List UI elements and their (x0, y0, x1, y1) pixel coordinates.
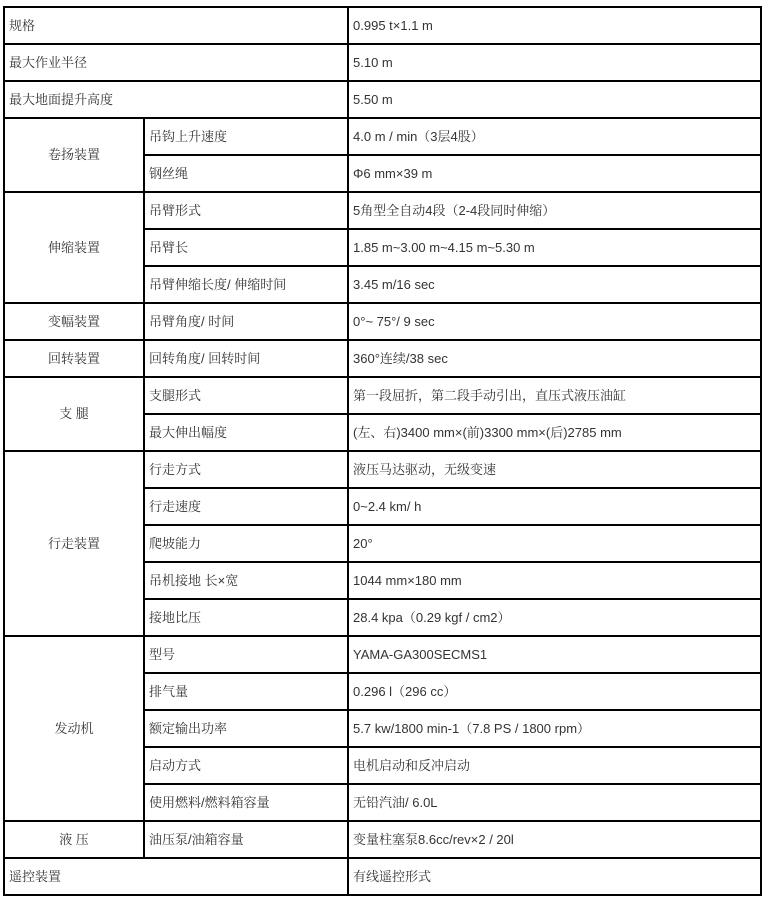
spec-value-cell: 28.4 kpa（0.29 kgf / cm2） (348, 599, 761, 636)
spec-table-body (4, 7, 761, 895)
spec-label-cell: 吊机接地 长×宽 (144, 562, 348, 599)
table-row (4, 303, 761, 340)
spec-value-cell: 3.45 m/16 sec (348, 266, 761, 303)
section-cell: 变幅装置 (4, 303, 144, 340)
spec-label-cell: 支腿形式 (144, 377, 348, 414)
spec-label-cell: 启动方式 (144, 747, 348, 784)
table-row (4, 118, 761, 155)
spec-value-cell: 无铅汽油/ 6.0L (348, 784, 761, 821)
section-cell: 行走装置 (4, 451, 144, 636)
spec-label-cell: 最大地面提升高度 (4, 81, 348, 118)
spec-label-cell: 接地比压 (144, 599, 348, 636)
table-row (4, 377, 761, 414)
spec-label-cell: 油压泵/油箱容量 (144, 821, 348, 858)
section-cell: 回转装置 (4, 340, 144, 377)
table-row (4, 192, 761, 229)
spec-label-cell: 钢丝绳 (144, 155, 348, 192)
section-cell: 伸缩装置 (4, 192, 144, 303)
spec-value-cell: 5角型全自动4段（2-4段同时伸缩） (348, 192, 761, 229)
spec-label-cell: 最大作业半径 (4, 44, 348, 81)
spec-value-cell: 5.10 m (348, 44, 761, 81)
spec-label-cell: 型号 (144, 636, 348, 673)
spec-table (3, 6, 762, 896)
table-row (4, 7, 761, 44)
spec-value-cell: 0.995 t×1.1 m (348, 7, 761, 44)
table-row (4, 821, 761, 858)
spec-value-cell: 1044 mm×180 mm (348, 562, 761, 599)
table-row (4, 858, 761, 895)
spec-label-cell: 吊钩上升速度 (144, 118, 348, 155)
spec-label-cell: 爬坡能力 (144, 525, 348, 562)
spec-value-cell: 4.0 m / min（3层4股） (348, 118, 761, 155)
spec-value-cell: 变量柱塞泵8.6cc/rev×2 / 20l (348, 821, 761, 858)
section-cell: 支 腿 (4, 377, 144, 451)
spec-value-cell: (左、右)3400 mm×(前)3300 mm×(后)2785 mm (348, 414, 761, 451)
section-cell: 发动机 (4, 636, 144, 821)
spec-value-cell: 1.85 m~3.00 m~4.15 m~5.30 m (348, 229, 761, 266)
spec-value-cell: 0°~ 75°/ 9 sec (348, 303, 761, 340)
spec-value-cell: 5.50 m (348, 81, 761, 118)
spec-label-cell: 吊臂角度/ 时间 (144, 303, 348, 340)
spec-value-cell: YAMA-GA300SECMS1 (348, 636, 761, 673)
spec-label-cell: 规格 (4, 7, 348, 44)
spec-value-cell: 液压马达驱动，无级变速 (348, 451, 761, 488)
spec-label-cell: 回转角度/ 回转时间 (144, 340, 348, 377)
spec-value-cell: 0.296 l（296 cc） (348, 673, 761, 710)
spec-value-cell: 20° (348, 525, 761, 562)
spec-label-cell: 吊臂长 (144, 229, 348, 266)
spec-value-cell: 有线遥控形式 (348, 858, 761, 895)
spec-value-cell: Φ6 mm×39 m (348, 155, 761, 192)
table-row (4, 636, 761, 673)
spec-value-cell: 360°连续/38 sec (348, 340, 761, 377)
table-row (4, 44, 761, 81)
spec-value-cell: 5.7 kw/1800 min-1（7.8 PS / 1800 rpm） (348, 710, 761, 747)
spec-label-cell: 遥控装置 (4, 858, 348, 895)
spec-label-cell: 行走速度 (144, 488, 348, 525)
spec-label-cell: 排气量 (144, 673, 348, 710)
table-row (4, 81, 761, 118)
spec-value-cell: 0~2.4 km/ h (348, 488, 761, 525)
section-cell: 液 压 (4, 821, 144, 858)
table-row (4, 340, 761, 377)
section-cell: 卷扬装置 (4, 118, 144, 192)
spec-label-cell: 吊臂形式 (144, 192, 348, 229)
spec-label-cell: 使用燃料/燃料箱容量 (144, 784, 348, 821)
spec-value-cell: 电机启动和反冲启动 (348, 747, 761, 784)
spec-label-cell: 最大伸出幅度 (144, 414, 348, 451)
table-row (4, 451, 761, 488)
spec-label-cell: 吊臂伸缩长度/ 伸缩时间 (144, 266, 348, 303)
spec-value-cell: 第一段屈折，第二段手动引出，直压式液压油缸 (348, 377, 761, 414)
spec-label-cell: 行走方式 (144, 451, 348, 488)
spec-label-cell: 额定输出功率 (144, 710, 348, 747)
